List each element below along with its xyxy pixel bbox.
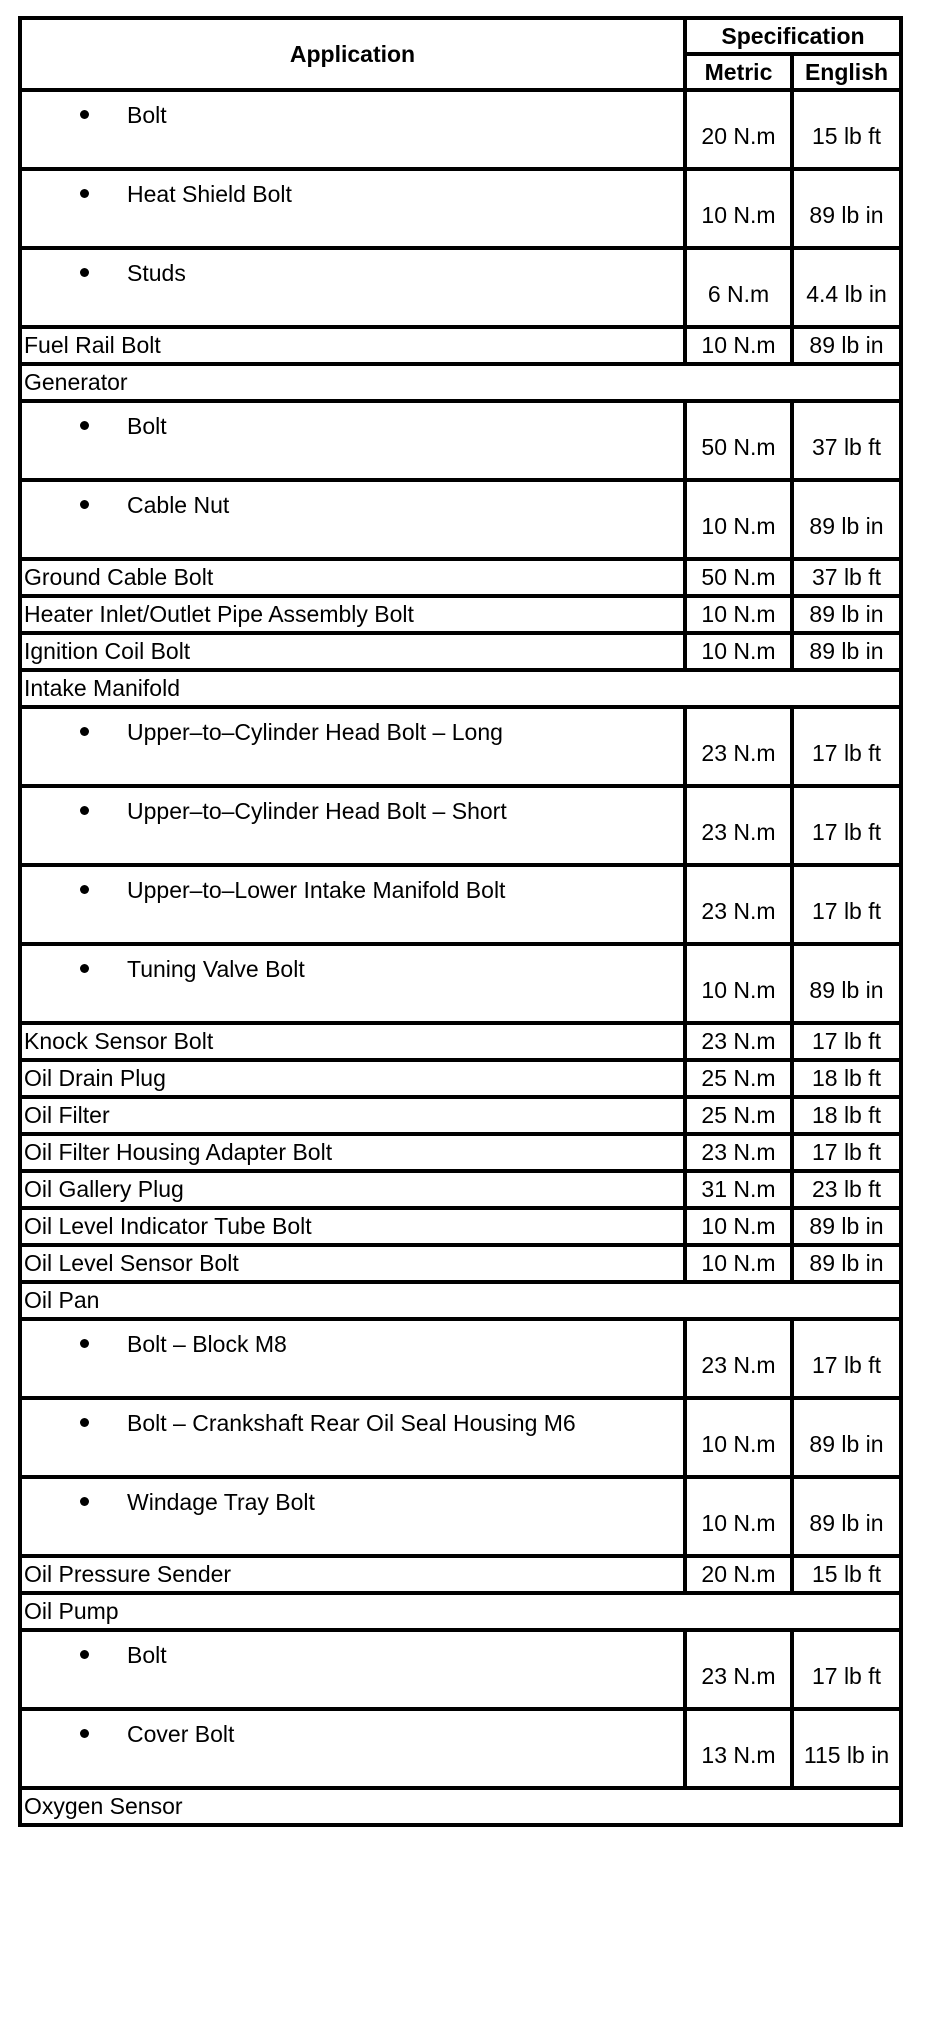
bullet-row	[20, 90, 901, 169]
bullet-icon	[80, 806, 89, 815]
specification-header: Specification	[685, 18, 901, 54]
table-row	[20, 1097, 901, 1134]
bullet-icon	[80, 964, 89, 973]
table-header	[20, 18, 901, 90]
application-cell	[20, 944, 685, 1023]
metric-value: 20 N.m	[685, 90, 792, 169]
application-label: Fuel Rail Bolt	[24, 332, 161, 358]
english-value: 89 lb in	[792, 1398, 901, 1477]
application-label: Windage Tray Bolt	[127, 1489, 315, 1515]
application-cell	[20, 1630, 685, 1709]
metric-value: 25 N.m	[685, 1097, 792, 1134]
section-label: Oxygen Sensor	[20, 1788, 901, 1825]
application-cell	[20, 786, 685, 865]
application-label: Heat Shield Bolt	[127, 181, 292, 207]
metric-value: 23 N.m	[685, 1134, 792, 1171]
table-row	[20, 327, 901, 364]
metric-value: 10 N.m	[685, 480, 792, 559]
bullet-row	[20, 1319, 901, 1398]
metric-value: 31 N.m	[685, 1171, 792, 1208]
metric-value: 10 N.m	[685, 1477, 792, 1556]
application-label: Upper–to–Cylinder Head Bolt – Short	[127, 798, 507, 824]
bullet-row	[20, 480, 901, 559]
bullet-row	[20, 1477, 901, 1556]
table-row	[20, 1245, 901, 1282]
application-label: Tuning Valve Bolt	[127, 956, 305, 982]
application-cell	[20, 1208, 685, 1245]
application-label: Bolt – Crankshaft Rear Oil Seal Housing M6	[127, 1410, 576, 1436]
english-value: 89 lb in	[792, 1208, 901, 1245]
metric-value: 20 N.m	[685, 1556, 792, 1593]
english-value: 17 lb ft	[792, 1630, 901, 1709]
section-row	[20, 670, 901, 707]
english-value: 89 lb in	[792, 633, 901, 670]
section-label: Oil Pump	[20, 1593, 901, 1630]
application-cell	[20, 327, 685, 364]
section-row	[20, 1788, 901, 1825]
metric-value: 23 N.m	[685, 1630, 792, 1709]
metric-value: 10 N.m	[685, 169, 792, 248]
english-value: 18 lb ft	[792, 1097, 901, 1134]
application-cell	[20, 865, 685, 944]
application-cell	[20, 169, 685, 248]
english-value: 17 lb ft	[792, 1134, 901, 1171]
application-cell	[20, 1134, 685, 1171]
application-label: Bolt	[127, 102, 167, 128]
english-header: English	[792, 54, 901, 90]
english-value: 17 lb ft	[792, 786, 901, 865]
bullet-row	[20, 865, 901, 944]
application-cell	[20, 1023, 685, 1060]
section-row	[20, 1593, 901, 1630]
application-label: Cable Nut	[127, 492, 230, 518]
table-row	[20, 633, 901, 670]
application-cell	[20, 1556, 685, 1593]
bullet-row	[20, 1398, 901, 1477]
section-label: Generator	[20, 364, 901, 401]
application-cell	[20, 1319, 685, 1398]
bullet-icon	[80, 1339, 89, 1348]
bullet-icon	[80, 110, 89, 119]
application-header: Application	[20, 18, 685, 90]
bullet-row	[20, 707, 901, 786]
english-value: 23 lb ft	[792, 1171, 901, 1208]
metric-value: 10 N.m	[685, 596, 792, 633]
metric-value: 50 N.m	[685, 401, 792, 480]
table-row	[20, 596, 901, 633]
metric-value: 10 N.m	[685, 944, 792, 1023]
application-label: Upper–to–Cylinder Head Bolt – Long	[127, 719, 503, 745]
metric-value: 10 N.m	[685, 633, 792, 670]
english-value: 89 lb in	[792, 1245, 901, 1282]
english-value: 18 lb ft	[792, 1060, 901, 1097]
application-cell	[20, 90, 685, 169]
application-label: Oil Level Sensor Bolt	[24, 1250, 239, 1276]
english-value: 15 lb ft	[792, 1556, 901, 1593]
table-row	[20, 1208, 901, 1245]
application-cell	[20, 1477, 685, 1556]
bullet-icon	[80, 727, 89, 736]
table-row	[20, 559, 901, 596]
section-label: Intake Manifold	[20, 670, 901, 707]
application-cell	[20, 559, 685, 596]
application-cell	[20, 1060, 685, 1097]
metric-value: 23 N.m	[685, 786, 792, 865]
metric-value: 50 N.m	[685, 559, 792, 596]
english-value: 37 lb ft	[792, 559, 901, 596]
english-value: 89 lb in	[792, 480, 901, 559]
application-cell	[20, 1398, 685, 1477]
metric-value: 23 N.m	[685, 1319, 792, 1398]
bullet-icon	[80, 1650, 89, 1659]
application-label: Heater Inlet/Outlet Pipe Assembly Bolt	[24, 601, 414, 627]
bullet-icon	[80, 500, 89, 509]
english-value: 15 lb ft	[792, 90, 901, 169]
application-label: Upper–to–Lower Intake Manifold Bolt	[127, 877, 506, 903]
application-label: Ground Cable Bolt	[24, 564, 214, 590]
application-label: Oil Level Indicator Tube Bolt	[24, 1213, 312, 1239]
bullet-icon	[80, 1729, 89, 1738]
application-cell	[20, 1097, 685, 1134]
application-cell	[20, 707, 685, 786]
application-cell	[20, 480, 685, 559]
metric-value: 10 N.m	[685, 1208, 792, 1245]
torque-spec-table	[18, 16, 903, 1827]
application-label: Oil Filter	[24, 1102, 110, 1128]
application-label: Oil Pressure Sender	[24, 1561, 232, 1587]
application-label: Bolt	[127, 1642, 167, 1668]
table-row	[20, 1023, 901, 1060]
metric-value: 23 N.m	[685, 865, 792, 944]
english-value: 89 lb in	[792, 169, 901, 248]
application-cell	[20, 401, 685, 480]
metric-value: 10 N.m	[685, 1398, 792, 1477]
bullet-icon	[80, 268, 89, 277]
metric-header: Metric	[685, 54, 792, 90]
application-label: Cover Bolt	[127, 1721, 235, 1747]
section-label: Oil Pan	[20, 1282, 901, 1319]
metric-value: 6 N.m	[685, 248, 792, 327]
application-cell	[20, 1171, 685, 1208]
bullet-row	[20, 169, 901, 248]
table-row	[20, 1171, 901, 1208]
english-value: 89 lb in	[792, 596, 901, 633]
english-value: 4.4 lb in	[792, 248, 901, 327]
english-value: 17 lb ft	[792, 707, 901, 786]
english-value: 89 lb in	[792, 327, 901, 364]
bullet-icon	[80, 1497, 89, 1506]
english-value: 115 lb in	[792, 1709, 901, 1788]
application-label: Ignition Coil Bolt	[24, 638, 191, 664]
bullet-row	[20, 1709, 901, 1788]
bullet-icon	[80, 1418, 89, 1427]
application-label: Oil Filter Housing Adapter Bolt	[24, 1139, 333, 1165]
application-cell	[20, 633, 685, 670]
section-row	[20, 1282, 901, 1319]
table-row	[20, 1060, 901, 1097]
bullet-row	[20, 944, 901, 1023]
english-value: 89 lb in	[792, 1477, 901, 1556]
english-value: 17 lb ft	[792, 865, 901, 944]
english-value: 89 lb in	[792, 944, 901, 1023]
english-value: 17 lb ft	[792, 1319, 901, 1398]
bullet-row	[20, 1630, 901, 1709]
bullet-icon	[80, 885, 89, 894]
section-row	[20, 364, 901, 401]
application-label: Oil Gallery Plug	[24, 1176, 184, 1202]
table-row	[20, 1134, 901, 1171]
bullet-row	[20, 786, 901, 865]
application-cell	[20, 1709, 685, 1788]
application-label: Oil Drain Plug	[24, 1065, 166, 1091]
application-label: Knock Sensor Bolt	[24, 1028, 214, 1054]
metric-value: 23 N.m	[685, 1023, 792, 1060]
english-value: 17 lb ft	[792, 1023, 901, 1060]
application-cell	[20, 596, 685, 633]
metric-value: 25 N.m	[685, 1060, 792, 1097]
application-label: Bolt – Block M8	[127, 1331, 287, 1357]
table-row	[20, 1556, 901, 1593]
metric-value: 13 N.m	[685, 1709, 792, 1788]
bullet-icon	[80, 189, 89, 198]
application-label: Studs	[127, 260, 186, 286]
bullet-icon	[80, 421, 89, 430]
application-cell	[20, 248, 685, 327]
metric-value: 23 N.m	[685, 707, 792, 786]
bullet-row	[20, 401, 901, 480]
metric-value: 10 N.m	[685, 1245, 792, 1282]
application-cell	[20, 1245, 685, 1282]
table-body	[20, 90, 901, 1825]
bullet-row	[20, 248, 901, 327]
metric-value: 10 N.m	[685, 327, 792, 364]
english-value: 37 lb ft	[792, 401, 901, 480]
application-label: Bolt	[127, 413, 167, 439]
